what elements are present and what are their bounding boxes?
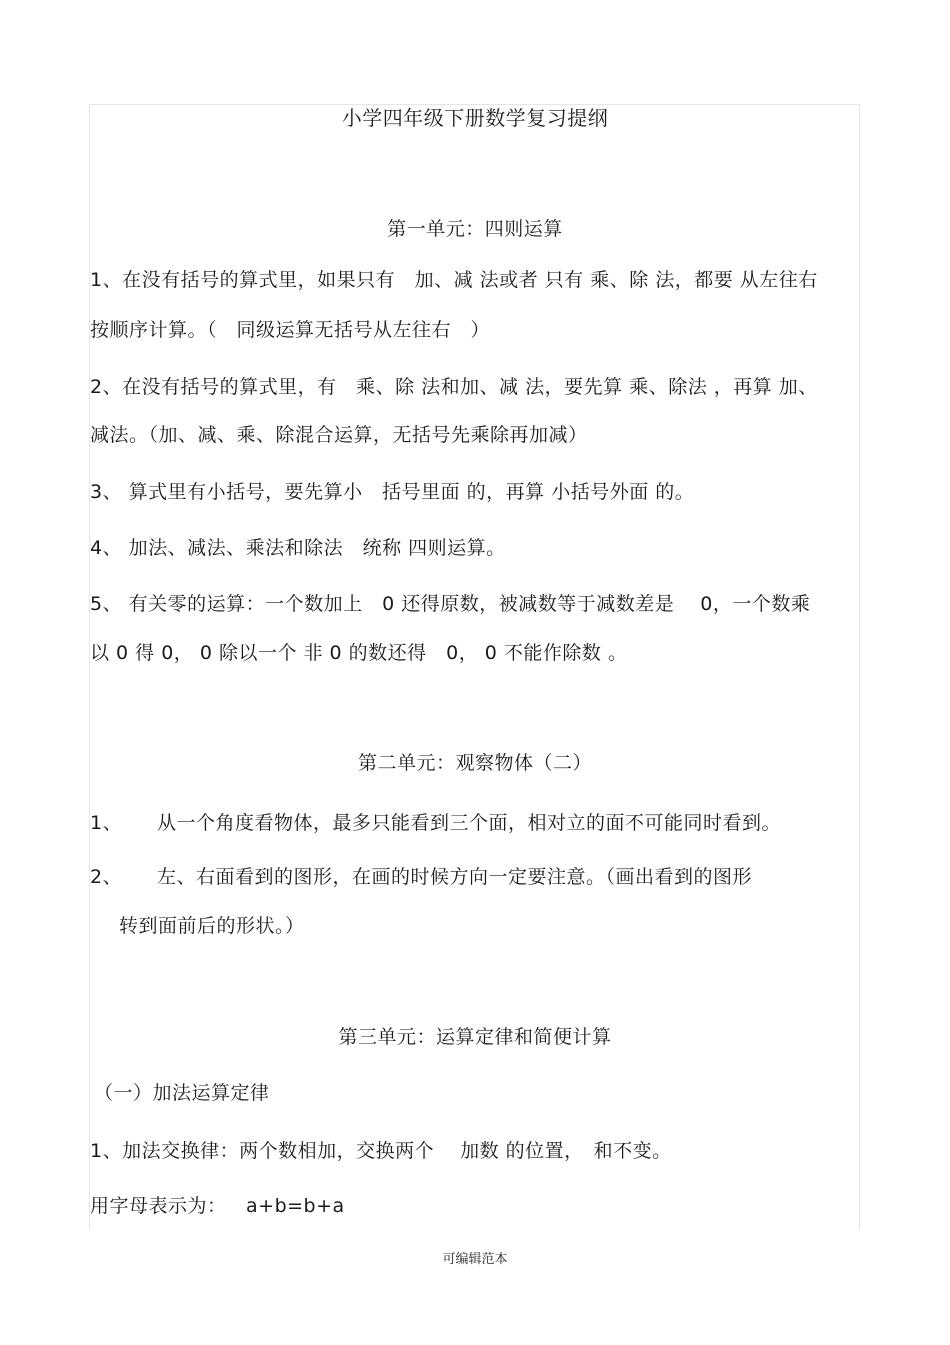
- unit3-formula: a+b=b+a: [246, 1195, 345, 1217]
- unit2-heading: 第二单元：观察物体（二）: [357, 752, 592, 774]
- unit1-rule5-line1: 5、 有关零的运算：一个数加上 0 还得原数，被减数等于减数差是 0，一个数乘: [90, 593, 811, 615]
- unit1-rule3: 3、 算式里有小括号，要先算小 括号里面 的，再算 小括号外面 的。: [90, 481, 695, 503]
- unit1-rule2-line1: 2、在没有括号的算式里，有 乘、除 法和加、减 法，要先算 乘、除法 ，再算 加、: [90, 376, 818, 398]
- unit1-heading: 第一单元：四则运算: [387, 218, 563, 240]
- unit2-rule2-line1: 左、右面看到的图形，在画的时候方向一定要注意。（画出看到的图形: [157, 866, 753, 888]
- unit2-rule1: 从一个角度看物体，最多只能看到三个面，相对立的面不可能同时看到。: [157, 812, 782, 834]
- unit2-rule2-number: 2、: [90, 866, 123, 888]
- unit1-rule1-line2: 按顺序计算。（ 同级运算无括号从左往右 ）: [90, 319, 491, 341]
- unit1-rule5-line2: 以 0 得 0， 0 除以一个 非 0 的数还得 0， 0 不能作除数 。: [90, 642, 628, 664]
- document-title: 小学四年级下册数学复习提纲: [341, 106, 609, 130]
- unit1-rule2-line2: 减法。（加、减、乘、除混合运算，无括号先乘除再加减）: [90, 424, 588, 446]
- unit3-formula-label: 用字母表示为：: [90, 1195, 227, 1217]
- unit1-rule1-line1: 1、在没有括号的算式里，如果只有 加、减 法或者 只有 乘、除 法，都要 从左往右: [90, 269, 818, 291]
- unit3-commutative-law: 1、加法交换律：两个数相加，交换两个 加数 的位置， 和不变。: [90, 1140, 672, 1162]
- unit2-rule1-number: 1、: [90, 812, 123, 834]
- unit3-subheading-addition: （一）加法运算定律: [94, 1082, 270, 1104]
- page-footer: 可编辑范本: [442, 1252, 508, 1267]
- unit2-rule2-line2: 转到面前后的形状。）: [119, 915, 305, 937]
- unit1-rule4: 4、 加法、减法、乘法和除法 统称 四则运算。: [90, 537, 506, 559]
- unit3-heading: 第三单元：运算定律和简便计算: [338, 1026, 612, 1048]
